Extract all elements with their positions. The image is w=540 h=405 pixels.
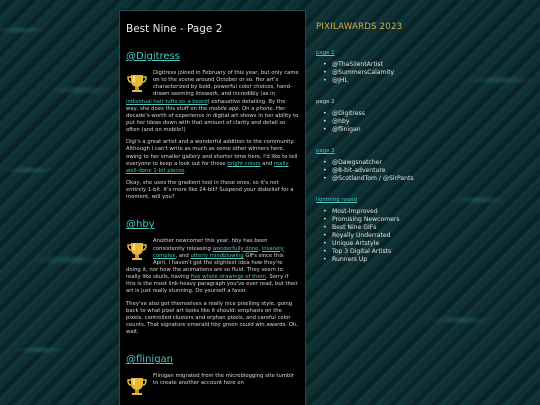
list-item: • @ScotlandTom / @SirPants xyxy=(332,175,426,183)
sidebar-heading-page-1 xyxy=(316,50,426,56)
post-paragraph: Another newcomer this year, hby has been consistently releasing wonderfully done, insanely complex, and utterly mindblowing GIFs since this April. I haven't got the slightest idea how they're doing it, nor how the animations are so fluid. They seem to really like skulls, having five whole drawings of them. Sorry if this is the most link-heavy paragraph you've ever read, but their art is just really stunning. Do yourself a favor. xyxy=(126,238,298,295)
inline-link[interactable]: utterly mindblowing xyxy=(190,252,244,259)
sidebar-list-page-2 xyxy=(316,110,426,134)
sidebar-heading-lightning-round xyxy=(316,197,426,203)
sidebar-list-page-3 xyxy=(316,159,426,183)
inline-link[interactable]: five whole drawings of them xyxy=(190,274,266,281)
list-item: • Best Nine GIFs xyxy=(332,224,426,232)
post-digitress xyxy=(126,51,299,201)
list-item: • Runners Up xyxy=(332,256,426,264)
main-content xyxy=(119,10,306,405)
post-paragraph: Digitress joined in February of this year, but only came on to the scene around October or so. Her art's characterized by bold, powerful color choices, hand-drawn seeming linework, and incredibly (as in individual hair tufts on a beard) exhaustive detailing. By the way, she does this stuff on the mobile app. On a phone. Her decade's-worth of experience in digital art shows in her ability to put her ideas down with that amount of clarity and detail so often (and on mobile!) xyxy=(126,70,299,134)
list-item: • Most-Improved xyxy=(332,208,426,216)
list-item: • @Digitress xyxy=(332,110,426,118)
inline-link[interactable]: insanely complex xyxy=(153,245,284,259)
list-item: • Unique Artstyle xyxy=(332,240,426,248)
list-item: • @SummersCalamity xyxy=(332,69,426,77)
post-paragraph: They've also got themselves a really nice pixelling style, going back to what pixel art looks like it should: emphasis on the pixels, controlled clusters and orphan pixels, and careful color counts. That signature emerald hby green could win awards. Oh, wait. xyxy=(126,300,298,336)
post-title-link[interactable]: @flinigan xyxy=(126,354,174,366)
list-item: • @8-bit-adventure xyxy=(332,167,426,175)
sidebar xyxy=(316,22,426,279)
inline-link[interactable]: bright colors xyxy=(227,160,261,167)
list-item: • @Dawgsnatcher xyxy=(332,159,426,167)
list-item: • @hby xyxy=(332,118,426,126)
list-item: • @flinigan xyxy=(332,126,426,134)
post-title xyxy=(126,354,299,365)
post-flinigan xyxy=(126,354,299,387)
list-item: • @ThaSilentArtist xyxy=(332,61,426,69)
post-hby xyxy=(126,219,299,336)
trophy-icon xyxy=(126,375,148,397)
sidebar-list-lightning-round xyxy=(316,208,426,264)
list-item: • Royally Underrated xyxy=(332,232,426,240)
sidebar-heading-page-3 xyxy=(316,148,426,154)
post-paragraph: Flinigan migrated from the microblogging site tumblr to create another account here on xyxy=(126,373,299,387)
page-title: Best Nine - Page 2 xyxy=(126,23,223,35)
sidebar-title: PIXILAWARDS 2023 xyxy=(316,22,403,32)
post-title-link[interactable]: @hby xyxy=(126,219,155,231)
post-paragraph: Okay, she uses the gradient tool in those ones, so it's not entirely 1-bit. It's more like 24-bit? Suspend your disbelief for a moment, will you? xyxy=(126,179,294,201)
post-title xyxy=(126,219,299,230)
post-paragraph: Digi's a great artist and a wonderful addition to the community. Although I can't write as much as some other winners here, owing to her smaller gallery and shorter time here, I'd like to tell everyone to keep a look out for those bright colors and really well-done 1-bit pieces. xyxy=(126,139,298,174)
trophy-icon xyxy=(126,72,148,94)
sidebar-link-page-1[interactable]: page 1 xyxy=(316,50,335,56)
list-item: • Promising Newcomers xyxy=(332,216,426,224)
post-title-link[interactable]: @Digitress xyxy=(126,51,180,62)
sidebar-heading-page-2: page 2 xyxy=(316,99,335,106)
sidebar-list-page-1 xyxy=(316,61,426,85)
post-title xyxy=(126,51,299,62)
sidebar-link-page-3[interactable]: page 3 xyxy=(316,148,335,155)
list-item: • @JHL xyxy=(332,77,426,85)
inline-link[interactable]: really well-done 1-bit pieces xyxy=(126,160,289,174)
sidebar-link-lightning-round[interactable]: lightning round xyxy=(316,197,358,204)
inline-link[interactable]: individual hair tufts on a beard xyxy=(126,98,208,105)
list-item: • Top 3 Digital Artists xyxy=(332,248,426,256)
inline-link[interactable]: wonderfully done xyxy=(212,245,259,252)
trophy-icon xyxy=(126,240,148,262)
